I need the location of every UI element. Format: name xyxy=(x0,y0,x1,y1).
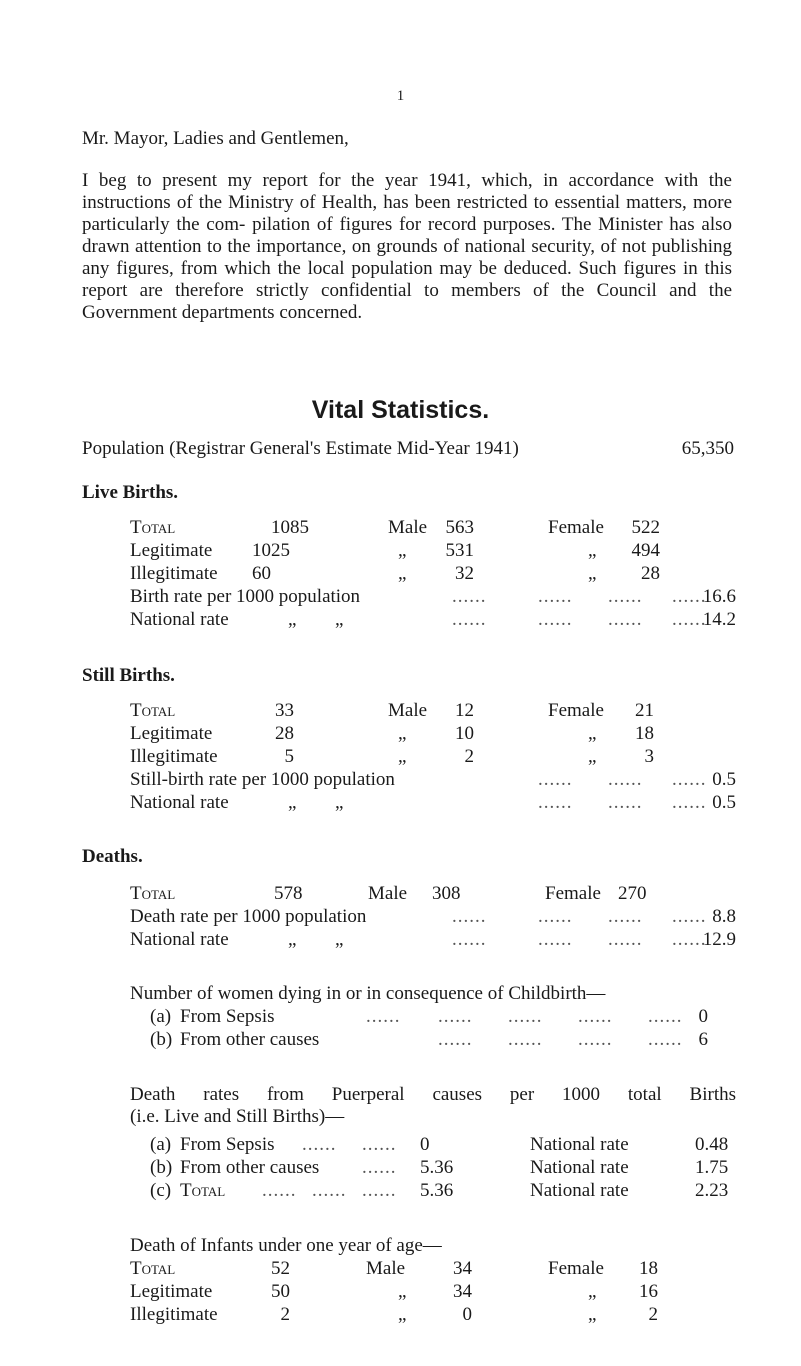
national-rate-label: National rate xyxy=(130,792,229,813)
puerperal-intro-line1: Death rates from Puerperal causes per 1000 total Births xyxy=(130,1084,736,1105)
infants-legit-label: Legitimate xyxy=(130,1281,213,1302)
national-rate-label: National rate xyxy=(530,1180,629,1201)
still-legit-count: 28 xyxy=(275,723,294,744)
infants-illegit-count: 2 xyxy=(280,1304,290,1325)
item-marker: (a) xyxy=(150,1006,172,1027)
death-rate-value: 8.8 xyxy=(712,906,736,927)
still-birth-rate-value: 0.5 xyxy=(712,769,736,790)
still-total-female: 21 xyxy=(635,700,654,721)
childbirth-other-value: 6 xyxy=(698,1029,708,1050)
ditto-mark: „ xyxy=(588,1304,597,1325)
infants-male-label: Male xyxy=(366,1258,406,1279)
leader-dots: ...... xyxy=(672,586,707,607)
ditto-mark: „ xyxy=(588,1281,597,1302)
infants-illegit-male: 0 xyxy=(462,1304,472,1325)
puerperal-other-national: 1.75 xyxy=(695,1157,729,1178)
ditto-mark: „ xyxy=(398,563,407,584)
live-illegit-male: 32 xyxy=(455,563,474,584)
infants-legit-male: 34 xyxy=(453,1281,472,1302)
birth-rate-label: Birth rate per 1000 population xyxy=(130,586,361,607)
still-legit-female: 18 xyxy=(635,723,654,744)
leader-dots: ...... xyxy=(538,906,573,927)
still-total-count: 33 xyxy=(275,700,294,721)
live-total-label: Total xyxy=(130,517,176,538)
national-rate-label: National rate xyxy=(530,1134,629,1155)
leader-dots: ...... xyxy=(578,1029,613,1050)
ditto-mark: „ xyxy=(588,540,597,561)
live-total-male: 563 xyxy=(445,517,474,538)
leader-dots: ...... xyxy=(538,929,573,950)
still-female-label: Female xyxy=(548,700,604,721)
leader-dots: ...... xyxy=(608,906,643,927)
live-births-heading: Live Births. xyxy=(82,482,179,503)
ditto-mark: „ xyxy=(588,723,597,744)
ditto-mark: „ xyxy=(398,540,407,561)
leader-dots: ...... xyxy=(312,1180,347,1201)
birth-rate-value: 16.6 xyxy=(702,586,736,607)
infants-legit-female: 16 xyxy=(639,1281,658,1302)
childbirth-sepsis-value: 0 xyxy=(698,1006,708,1027)
live-legit-female: 494 xyxy=(631,540,660,561)
leader-dots: ...... xyxy=(452,929,487,950)
still-legit-male: 10 xyxy=(455,723,474,744)
puerperal-sepsis-national: 0.48 xyxy=(695,1134,729,1155)
still-births-heading: Still Births. xyxy=(82,665,175,686)
deaths-female: 270 xyxy=(618,883,647,904)
item-marker: (b) xyxy=(150,1157,173,1178)
leader-dots: ...... xyxy=(452,586,487,607)
national-death-rate-value: 12.9 xyxy=(702,929,736,950)
item-marker: (a) xyxy=(150,1134,172,1155)
leader-dots: ...... xyxy=(608,609,643,630)
leader-dots: ...... xyxy=(508,1006,543,1027)
still-birth-rate-label: Still-birth rate per 1000 population xyxy=(130,769,395,790)
leader-dots: ...... xyxy=(508,1029,543,1050)
infants-total-female: 18 xyxy=(639,1258,658,1279)
live-legit-count: 1025 xyxy=(252,540,290,561)
infants-total-male: 34 xyxy=(453,1258,472,1279)
ditto-mark: „ xyxy=(335,609,344,630)
still-illegit-label: Illegitimate xyxy=(130,746,218,767)
population-value: 65,350 xyxy=(681,438,734,459)
ditto-mark: „ xyxy=(398,1304,407,1325)
leader-dots: ...... xyxy=(438,1029,473,1050)
deaths-male-label: Male xyxy=(368,883,408,904)
deaths-heading: Deaths. xyxy=(82,846,143,867)
leader-dots: ...... xyxy=(648,1029,683,1050)
leader-dots: ...... xyxy=(672,929,707,950)
leader-dots: ...... xyxy=(538,792,573,813)
ditto-mark: „ xyxy=(335,792,344,813)
leader-dots: ...... xyxy=(438,1006,473,1027)
leader-dots: ...... xyxy=(362,1157,397,1178)
leader-dots: ...... xyxy=(262,1180,297,1201)
still-illegit-male: 2 xyxy=(464,746,474,767)
live-male-label: Male xyxy=(388,517,428,538)
ditto-mark: „ xyxy=(398,1281,407,1302)
infants-illegit-female: 2 xyxy=(648,1304,658,1325)
live-illegit-female: 28 xyxy=(641,563,660,584)
puerperal-total-value: 5.36 xyxy=(420,1180,454,1201)
infants-total-label: Total xyxy=(130,1258,176,1279)
puerperal-sepsis-value: 0 xyxy=(420,1134,430,1155)
live-female-label: Female xyxy=(548,517,604,538)
population-line xyxy=(82,438,734,460)
leader-dots: ...... xyxy=(608,586,643,607)
leader-dots: ...... xyxy=(452,906,487,927)
childbirth-sepsis-label: From Sepsis xyxy=(180,1006,275,1027)
ditto-mark: „ xyxy=(398,723,407,744)
leader-dots: ...... xyxy=(538,769,573,790)
ditto-mark: „ xyxy=(288,792,297,813)
leader-dots: ...... xyxy=(538,586,573,607)
intro-paragraph: I beg to present my report for the year 1941, which, in accordance with the instructions of the Ministry of Health, has been restricted to essential matters, more particularly the com- pilation of figures for record purposes. The Minister has also drawn attention to the importance, on grounds of national security, of not publishing any figures, from which the local population may be deduced. Such figures in this report are therefore strictly confidential to members of the Council and the Government departments concerned. xyxy=(82,170,732,323)
leader-dots: ...... xyxy=(302,1134,337,1155)
infants-illegit-label: Illegitimate xyxy=(130,1304,218,1325)
ditto-mark: „ xyxy=(335,929,344,950)
national-birth-rate-value: 14.2 xyxy=(702,609,736,630)
page-number: 1 xyxy=(396,88,405,104)
still-male-label: Male xyxy=(388,700,428,721)
leader-dots: ...... xyxy=(648,1006,683,1027)
live-illegit-count: 60 xyxy=(252,563,271,584)
ditto-mark: „ xyxy=(288,609,297,630)
puerperal-intro-line2: (i.e. Live and Still Births)— xyxy=(130,1106,345,1127)
puerperal-sepsis-label: From Sepsis xyxy=(180,1134,275,1155)
live-total-count: 1085 xyxy=(271,517,309,538)
item-marker: (c) xyxy=(150,1180,172,1201)
national-still-birth-rate-value: 0.5 xyxy=(712,792,736,813)
ditto-mark: „ xyxy=(588,746,597,767)
leader-dots: ...... xyxy=(578,1006,613,1027)
deaths-female-label: Female xyxy=(545,883,601,904)
deaths-male: 308 xyxy=(432,883,461,904)
leader-dots: ...... xyxy=(672,609,707,630)
leader-dots: ...... xyxy=(608,929,643,950)
population-label: Population (Registrar General's Estimate Mid-Year 1941) xyxy=(82,438,519,459)
death-rate-label: Death rate per 1000 population xyxy=(130,906,367,927)
leader-dots: ...... xyxy=(672,792,707,813)
national-rate-label: National rate xyxy=(130,929,229,950)
still-total-male: 12 xyxy=(455,700,474,721)
national-rate-label: National rate xyxy=(530,1157,629,1178)
deaths-total-label: Total xyxy=(130,883,176,904)
ditto-mark: „ xyxy=(288,929,297,950)
ditto-mark: „ xyxy=(588,563,597,584)
leader-dots: ...... xyxy=(672,906,707,927)
infants-intro: Death of Infants under one year of age— xyxy=(130,1235,442,1256)
leader-dots: ...... xyxy=(362,1180,397,1201)
still-total-label: Total xyxy=(130,700,176,721)
leader-dots: ...... xyxy=(362,1134,397,1155)
salutation: Mr. Mayor, Ladies and Gentlemen, xyxy=(82,128,349,149)
live-illegit-label: Illegitimate xyxy=(130,563,218,584)
infants-female-label: Female xyxy=(548,1258,604,1279)
still-illegit-count: 5 xyxy=(284,746,294,767)
leader-dots: ...... xyxy=(538,609,573,630)
leader-dots: ...... xyxy=(672,769,707,790)
puerperal-total-national: 2.23 xyxy=(695,1180,729,1201)
leader-dots: ...... xyxy=(608,769,643,790)
national-rate-label: National rate xyxy=(130,609,229,630)
puerperal-other-value: 5.36 xyxy=(420,1157,454,1178)
puerperal-total-label: Total xyxy=(180,1180,226,1201)
item-marker: (b) xyxy=(150,1029,173,1050)
childbirth-other-label: From other causes xyxy=(180,1029,320,1050)
puerperal-other-label: From other causes xyxy=(180,1157,320,1178)
deaths-total: 578 xyxy=(274,883,303,904)
live-legit-male: 531 xyxy=(445,540,474,561)
ditto-mark: „ xyxy=(398,746,407,767)
still-illegit-female: 3 xyxy=(644,746,654,767)
leader-dots: ...... xyxy=(366,1006,401,1027)
live-total-female: 522 xyxy=(631,517,660,538)
childbirth-intro: Number of women dying in or in consequence of Childbirth— xyxy=(130,983,606,1004)
still-legit-label: Legitimate xyxy=(130,723,213,744)
live-legit-label: Legitimate xyxy=(130,540,213,561)
infants-total-count: 52 xyxy=(271,1258,290,1279)
leader-dots: ...... xyxy=(452,609,487,630)
infants-legit-count: 50 xyxy=(271,1281,290,1302)
leader-dots: ...... xyxy=(608,792,643,813)
section-title: Vital Statistics. xyxy=(311,396,490,424)
